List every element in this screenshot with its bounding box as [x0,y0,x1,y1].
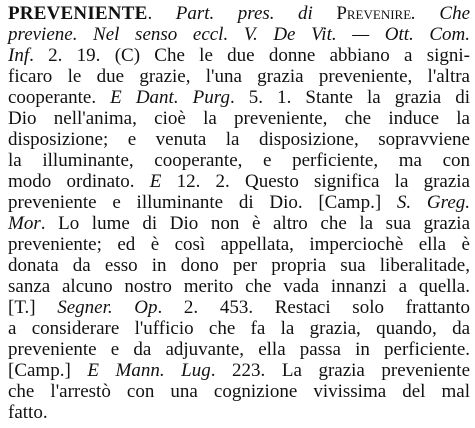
line-18-segment-1: [Camp.] [8,360,88,381]
line-1-segment-5: . [411,3,440,24]
line-16-segment-1: a considerare l'ufficio che fa la grazia, quando, da [8,318,470,339]
line-5-segment-2: E Dant. Purg [110,87,230,108]
line-10-segment-1: preveniente e illuminante di Dio. [Camp.] [8,192,397,213]
line-7-segment-1: disposizione; e venuta la disposizione, sopravviene [8,129,470,150]
line-11-segment-1: Mor [8,213,41,234]
line-20-segment-1: fatto. [8,402,48,423]
line-12-segment-1: preveniente; ed è così appellata, imperciochè ella è [8,234,470,255]
line-11-segment-2: . Lo lume di Dio non è altro che la sua grazia [40,213,470,234]
line-18-segment-2: E Mann. Lug [87,360,211,381]
line-1-segment-3: Part. pres. di [175,3,337,24]
dictionary-entry [8,2,470,426]
line-8-segment-1: la illuminante, cooperante, e perficiente, ma con [8,150,470,171]
line-18-segment-3: . 223. La grazia preveniente [210,360,471,381]
line-2-segment-1: previene. Nel senso eccl. V. De Vit. — Ott. Com. [8,24,470,45]
line-10-segment-2: S. Greg. [396,192,470,213]
line-15-segment-2: Segner. Op [57,297,158,318]
line-19-segment-1: che l'arrestò con una cognizione vivissima del mal [8,381,470,402]
line-17-segment-1: preveniente e da adjuvante, ella passa in perficiente. [8,339,470,360]
line-15-segment-1: [T.] [8,297,58,318]
line-13-segment-1: donata da esso in dono per propria sua liberalitade, [8,255,470,276]
entry-line-20 [8,401,470,425]
line-4-segment-1: ficaro le due grazie, l'una grazia preveniente, l'altra [8,66,470,87]
line-3-segment-2: . 2. 19. (C) Che le due donne abbiano a signi- [29,45,470,66]
line-1-segment-2: . [147,3,176,24]
line-9-segment-2: E [149,171,162,192]
line-3-segment-1: Inf [8,45,30,66]
line-5-segment-1: cooperante. [8,87,111,108]
headword: PREVENIENTE [8,3,148,24]
line-6-segment-1: Dio nell'anima, cioè la preveniente, che induce la [8,108,470,129]
line-1-segment-4: Prevenire [336,3,412,24]
line-14-segment-1: sanza alcuno nostro merito che vada innanzi a quella. [8,276,470,297]
line-15-segment-3: . 2. 453. Restaci solo frattanto [157,297,470,318]
line-9-segment-1: modo ordinato. [8,171,150,192]
line-9-segment-3: 12. 2. Questo significa la grazia [161,171,470,192]
line-1-segment-6: Che [439,3,471,24]
line-5-segment-3: . 5. 1. Stante la grazia di [229,87,470,108]
